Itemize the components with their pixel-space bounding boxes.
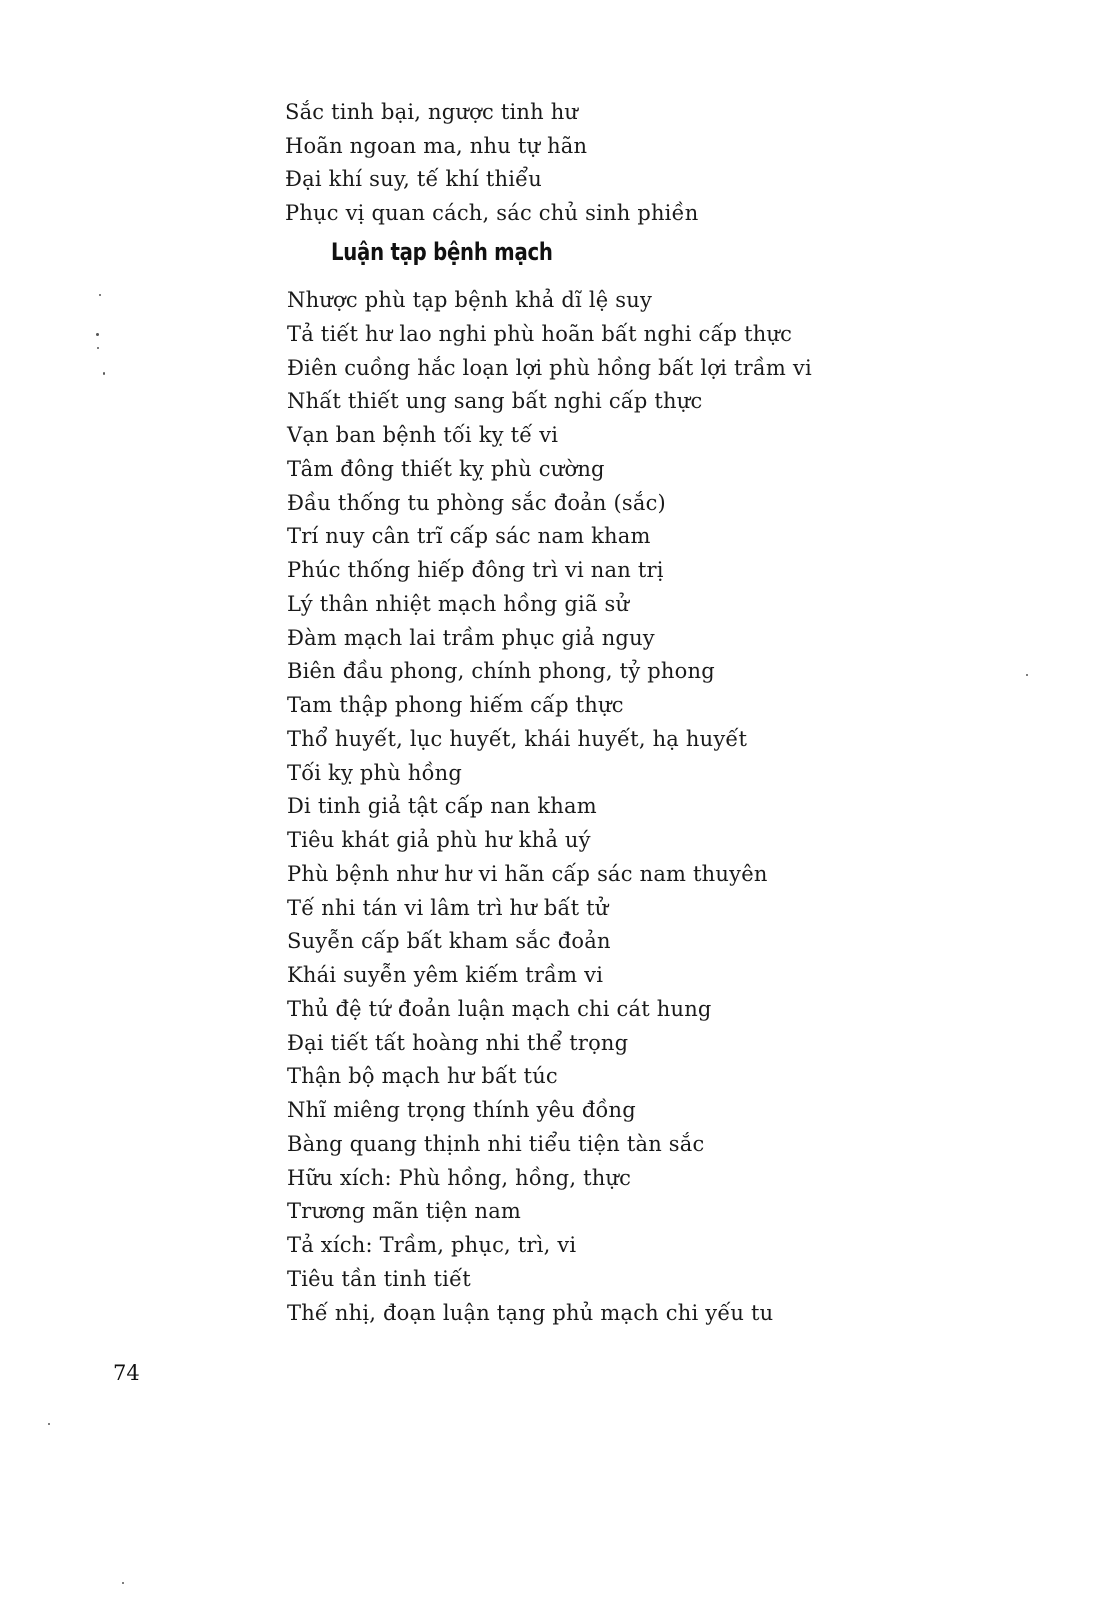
scan-speck (122, 1582, 124, 1584)
verse-line: Phúc thống hiếp đông trì vi nan trị (287, 558, 664, 582)
scan-speck (48, 1423, 50, 1425)
intro-verse-block (285, 96, 698, 230)
verse-line: Thận bộ mạch hư bất túc (287, 1064, 558, 1089)
verse-line: Nhất thiết ung sang bất nghi cấp thực (287, 389, 703, 414)
verse-line: Tâm đông thiết kỵ phù cường (287, 456, 605, 481)
verse-line: Phục vị quan cách, sác chủ sinh phiền (285, 200, 699, 225)
verse-line: Suyễn cấp bất kham sắc đoản (287, 929, 611, 954)
verse-line: Điên cuồng hắc loạn lợi phù hồng bất lợi trầm vi (287, 355, 812, 380)
verse-line: Tiêu tần tinh tiết (287, 1266, 471, 1291)
scan-speck (97, 347, 99, 349)
verse-line: Tả tiết hư lao nghi phù hoãn bất nghi cấp thực (287, 321, 793, 346)
scan-speck (99, 294, 101, 296)
verse-line: Hoãn ngoan ma, nhu tự hãn (285, 133, 588, 158)
verse-line: Đại tiết tất hoàng nhi thể trọng (287, 1030, 629, 1055)
verse-line: Thế nhị, đoạn luận tạng phủ mạch chi yếu tu (287, 1300, 774, 1325)
verse-line: Hữu xích: Phù hồng, hồng, thực (287, 1165, 632, 1190)
verse-line: Trương mãn tiện nam (287, 1199, 522, 1224)
verse-line: Phù bệnh như hư vi hãn cấp sác nam thuyên (287, 861, 768, 886)
verse-line: Tả xích: Trầm, phục, trì, vi (287, 1233, 577, 1257)
scan-speck (103, 372, 105, 375)
verse-line: Tam thập phong hiếm cấp thực (287, 693, 624, 717)
scan-speck (1026, 674, 1028, 676)
verse-line: Nhĩ miêng trọng thính yêu đồng (287, 1098, 636, 1122)
verse-line: Nhược phù tạp bệnh khả dĩ lệ suy (287, 288, 653, 312)
body-verse-block (287, 284, 812, 1330)
verse-line: Đàm mạch lai trầm phục giả nguy (287, 625, 655, 650)
verse-line: Sắc tinh bại, ngược tinh hư (285, 100, 579, 124)
verse-line: Đầu thống tu phòng sắc đoản (sắc) (287, 490, 666, 515)
verse-line: Đại khí suy, tế khí thiểu (285, 167, 543, 191)
verse-line: Khái suyễn yêm kiếm trầm vi (287, 963, 604, 987)
verse-line: Tế nhi tán vi lâm trì hư bất tử (287, 895, 609, 920)
verse-line: Di tinh giả tật cấp nan kham (287, 794, 597, 819)
verse-line: Thủ đệ tứ đoản luận mạch chi cát hung (287, 996, 712, 1021)
verse-line: Tiêu khát giả phù hư khả uý (287, 828, 591, 852)
verse-line: Trí nuy cân trĩ cấp sác nam kham (287, 524, 651, 549)
verse-line: Tối kỵ phù hồng (287, 760, 463, 785)
verse-line: Biên đầu phong, chính phong, tỷ phong (287, 659, 715, 684)
scan-speck (96, 333, 99, 336)
section-heading: Luận tạp bệnh mạch (331, 238, 553, 266)
verse-line: Vạn ban bệnh tối kỵ tế vi (287, 423, 559, 447)
verse-line: Bàng quang thịnh nhi tiểu tiện tàn sắc (287, 1131, 705, 1156)
verse-line: Lý thân nhiệt mạch hồng giã sử (287, 591, 630, 616)
verse-line: Thổ huyết, lục huyết, khái huyết, hạ huyết (287, 726, 748, 751)
page-number: 74 (113, 1361, 140, 1385)
